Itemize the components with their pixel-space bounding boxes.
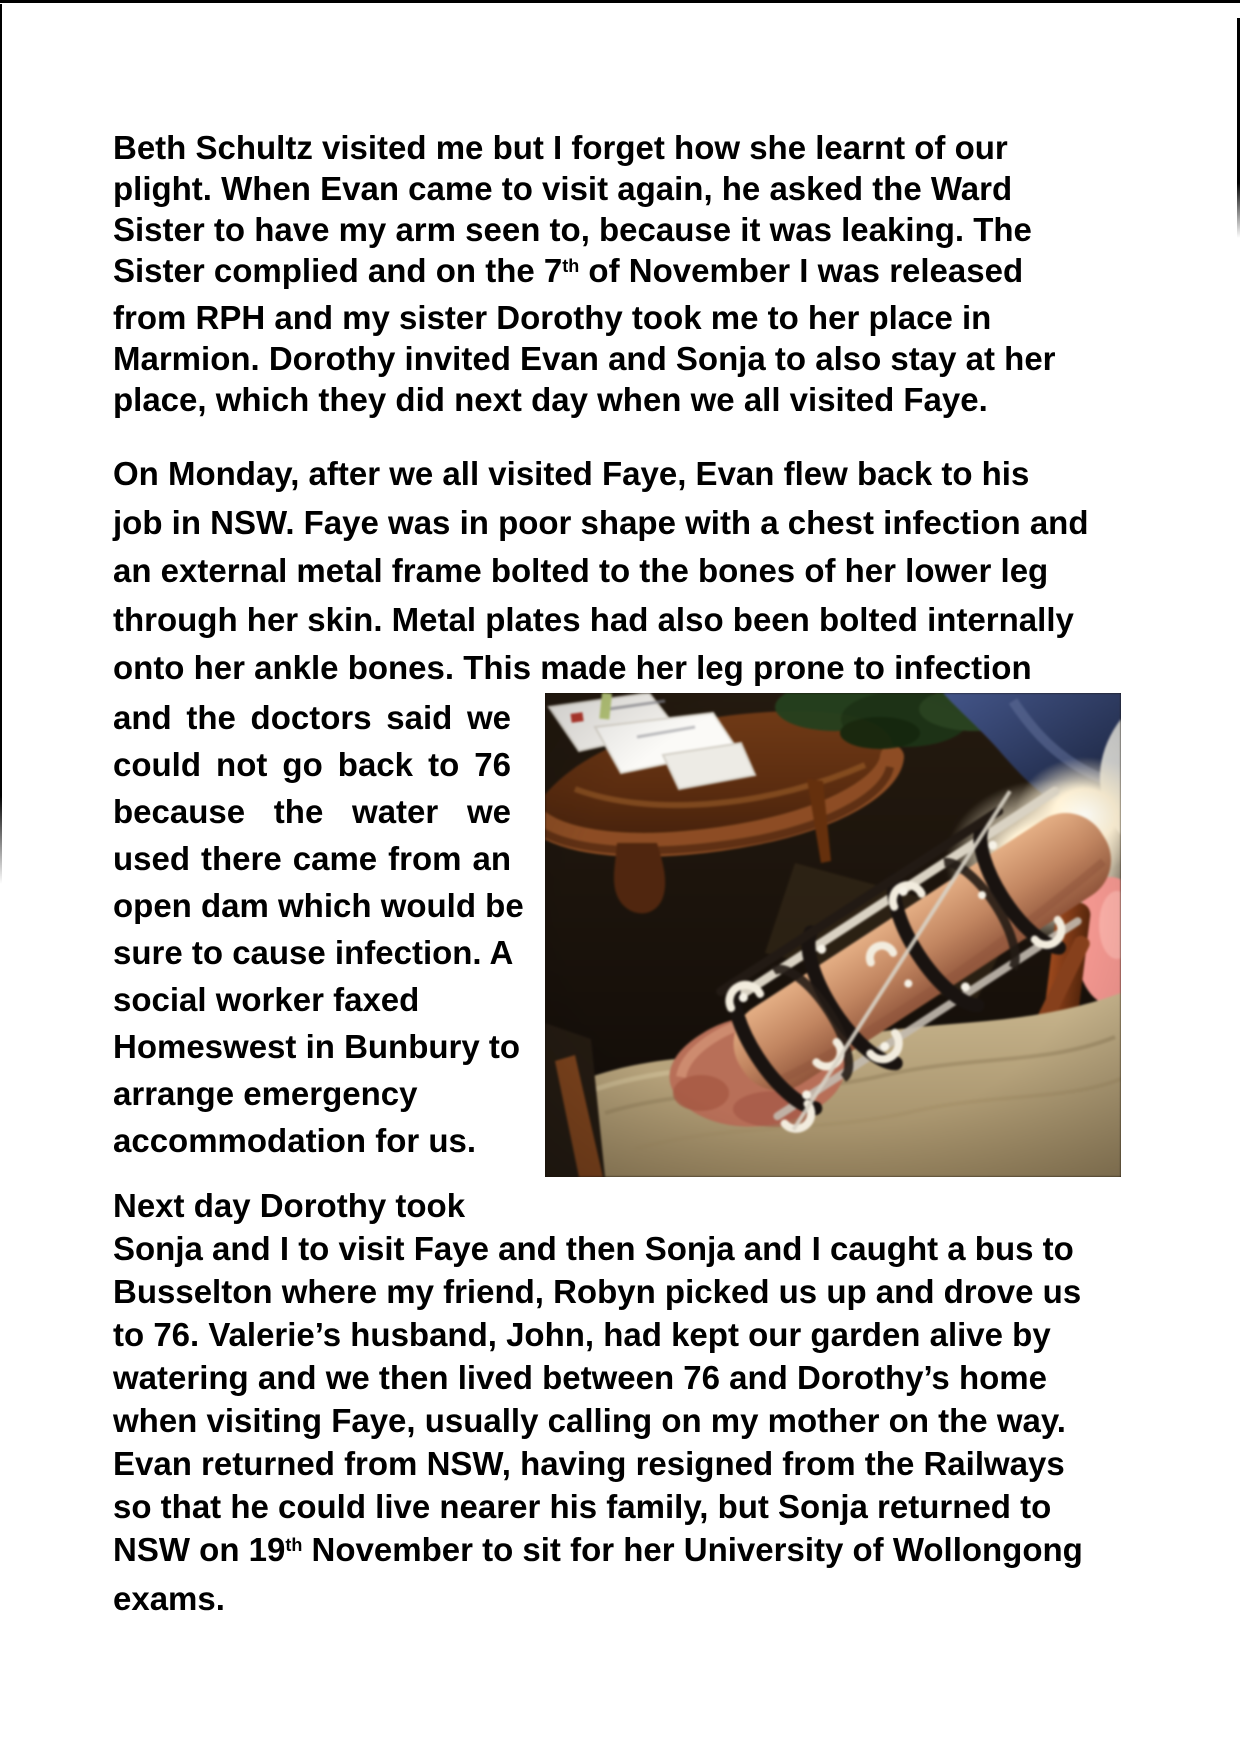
paragraph-1-line: Sister to have my arm seen to, because it was leaking. The (113, 211, 1032, 248)
paragraph-2-column-line: open dam which would be (113, 887, 524, 924)
paragraph-3-line: so that he could live nearer his family, but Sonja returned to (113, 1488, 1052, 1525)
paragraph-1-line: Sister complied and on the 7th of November I was released (113, 252, 1024, 289)
paragraph-3-line: when visiting Faye, usually calling on my mother on the way. (113, 1402, 1066, 1439)
photo-leg-external-fixator (545, 693, 1121, 1177)
paragraph-3-line: Sonja and I to visit Faye and then Sonja and I caught a bus to (113, 1230, 1074, 1267)
scan-edge-top (0, 0, 1240, 3)
paragraph-3 (113, 1184, 1083, 1620)
paragraph-3-line: to 76. Valerie’s husband, John, had kept our garden alive by (113, 1316, 1051, 1353)
paragraph-2-column-line: and the doctors said we (113, 699, 511, 736)
paragraph-1-line: from RPH and my sister Dorothy took me to her place in (113, 299, 992, 336)
paragraph-2-line: onto her ankle bones. This made her leg prone to infection (113, 649, 1032, 686)
paragraph-1-line: plight. When Evan came to visit again, he asked the Ward (113, 170, 1013, 207)
paragraph-3-line: Next day Dorothy took (113, 1187, 466, 1224)
paragraph-2-column-line: Homeswest in Bunbury to (113, 1028, 521, 1065)
paragraph-2-line: an external metal frame bolted to the bones of her lower leg (113, 552, 1049, 589)
photo-vignette (545, 693, 1121, 1177)
paragraph-3-line: NSW on 19th November to sit for her University of Wollongong (113, 1531, 1083, 1568)
paragraph-3-line: Evan returned from NSW, having resigned from the Railways (113, 1445, 1065, 1482)
paragraph-2-column-line: accommodation for us. (113, 1122, 477, 1159)
paragraph-2-line: through her skin. Metal plates had also been bolted internally (113, 600, 1074, 638)
paragraph-2-line: On Monday, after we all visited Faye, Evan flew back to his (113, 455, 1030, 492)
ordinal-superscript: th (562, 256, 580, 276)
paragraph-2-column-line: could not go back to 76 (113, 746, 511, 783)
paragraph-2-full-width (113, 450, 1088, 693)
paragraph-1-line: Marmion. Dorothy invited Evan and Sonja to also stay at her (113, 340, 1056, 377)
paragraph-1 (113, 127, 1056, 420)
paragraph-1-line: place, which they did next day when we all visited Faye. (113, 381, 988, 418)
paragraph-2-column-line: sure to cause infection. A (113, 934, 514, 971)
paragraph-3-line: exams. (113, 1580, 225, 1617)
paragraph-2-narrow-column (113, 694, 524, 1164)
ordinal-superscript: th (285, 1535, 303, 1555)
scan-edge-left (0, 4, 2, 884)
paragraph-2-column-line: used there came from an (113, 840, 511, 877)
paragraph-3-line: watering and we then lived between 76 and Dorothy’s home (113, 1359, 1047, 1396)
paragraph-3-line: Busselton where my friend, Robyn picked us up and drove us (113, 1273, 1082, 1310)
paragraph-2-column-line: social worker faxed (113, 981, 420, 1018)
paragraph-2-line: job in NSW. Faye was in poor shape with a chest infection and (113, 503, 1089, 541)
paragraph-2-column-line: arrange emergency (113, 1075, 418, 1112)
photo-illustration (545, 693, 1121, 1177)
paragraph-2-column-line: because the water we (113, 793, 511, 830)
paragraph-1-line: Beth Schultz visited me but I forget how she learnt of our (113, 129, 1008, 166)
